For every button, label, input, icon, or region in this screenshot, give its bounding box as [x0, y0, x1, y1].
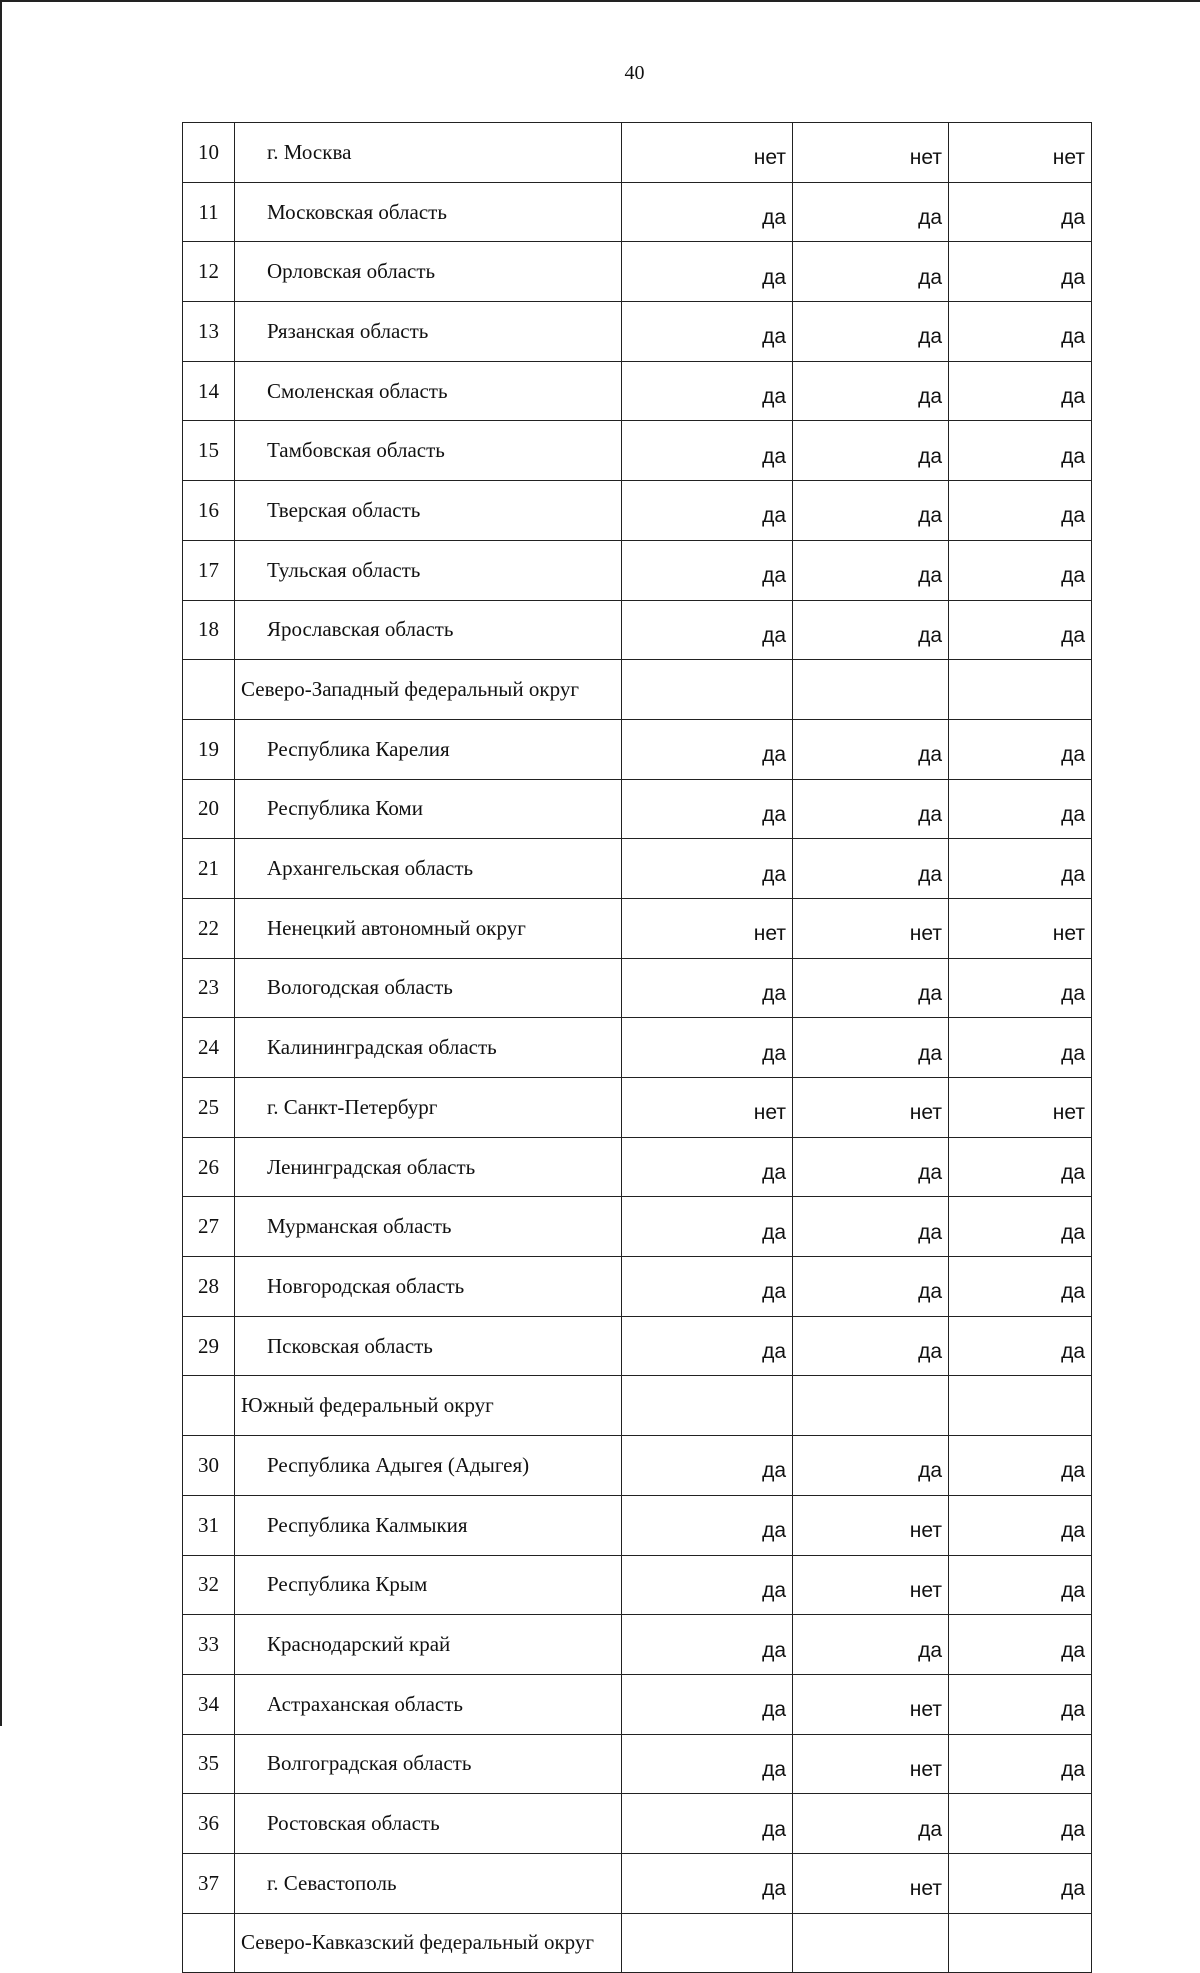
table-row [183, 1734, 1092, 1794]
table-row [183, 1495, 1092, 1555]
row-number-cell: 34 [183, 1674, 235, 1734]
value-cell-2: нет [793, 898, 949, 958]
table-row [183, 421, 1092, 481]
value-cell-3 [949, 660, 1092, 720]
value-cell-1: да [622, 958, 793, 1018]
value-cell-3: да [949, 839, 1092, 899]
value-cell-1: да [622, 839, 793, 899]
value-cell-1: нет [622, 123, 793, 183]
value-cell-3: да [949, 1615, 1092, 1675]
row-number-cell: 17 [183, 540, 235, 600]
row-number-cell: 15 [183, 421, 235, 481]
table-row [183, 481, 1092, 541]
value-cell-1: да [622, 1436, 793, 1496]
table-row [183, 898, 1092, 958]
value-cell-1: да [622, 421, 793, 481]
row-number-cell: 13 [183, 302, 235, 362]
table-row [183, 540, 1092, 600]
value-cell-2: да [793, 779, 949, 839]
table-row [183, 1436, 1092, 1496]
value-cell-3: да [949, 481, 1092, 541]
value-cell-3: да [949, 958, 1092, 1018]
value-cell-2 [793, 1913, 949, 1973]
value-cell-3: да [949, 1734, 1092, 1794]
value-cell-3: да [949, 421, 1092, 481]
table-row [183, 1615, 1092, 1675]
value-cell-3: да [949, 242, 1092, 302]
region-name-cell: Республика Крым [235, 1555, 622, 1615]
row-number-cell: 22 [183, 898, 235, 958]
table-row [183, 779, 1092, 839]
value-cell-2: да [793, 1197, 949, 1257]
row-number-cell: 25 [183, 1078, 235, 1138]
row-number-cell: 32 [183, 1555, 235, 1615]
value-cell-1: да [622, 1794, 793, 1854]
region-name-cell: Краснодарский край [235, 1615, 622, 1675]
value-cell-1: да [622, 481, 793, 541]
value-cell-1: да [622, 1615, 793, 1675]
value-cell-2: да [793, 839, 949, 899]
value-cell-1: нет [622, 1078, 793, 1138]
value-cell-3: да [949, 1555, 1092, 1615]
region-name-cell: Ростовская область [235, 1794, 622, 1854]
value-cell-2 [793, 1376, 949, 1436]
region-name-cell: Республика Калмыкия [235, 1495, 622, 1555]
value-cell-1: да [622, 1197, 793, 1257]
region-name-cell: Мурманская область [235, 1197, 622, 1257]
row-number-cell: 24 [183, 1018, 235, 1078]
value-cell-2: да [793, 1257, 949, 1317]
value-cell-2: нет [793, 1078, 949, 1138]
table-row [183, 302, 1092, 362]
region-name-cell: Московская область [235, 182, 622, 242]
region-name-cell: Вологодская область [235, 958, 622, 1018]
row-number-cell [183, 1376, 235, 1436]
value-cell-2: нет [793, 1674, 949, 1734]
row-number-cell: 16 [183, 481, 235, 541]
region-name-cell: Орловская область [235, 242, 622, 302]
value-cell-3 [949, 1913, 1092, 1973]
value-cell-2: да [793, 600, 949, 660]
region-name-cell: г. Москва [235, 123, 622, 183]
region-name-cell: Псковская область [235, 1316, 622, 1376]
value-cell-2: да [793, 302, 949, 362]
value-cell-3: да [949, 1853, 1092, 1913]
value-cell-1: да [622, 1257, 793, 1317]
row-number-cell: 21 [183, 839, 235, 899]
region-name-cell: Республика Карелия [235, 719, 622, 779]
region-name-cell: Смоленская область [235, 361, 622, 421]
value-cell-3: да [949, 719, 1092, 779]
value-cell-2: да [793, 1018, 949, 1078]
value-cell-3: да [949, 1436, 1092, 1496]
table-row [183, 242, 1092, 302]
region-name-cell: Новгородская область [235, 1257, 622, 1317]
district-row [183, 660, 1092, 720]
page-number: 40 [624, 62, 645, 84]
table-row [183, 1555, 1092, 1615]
row-number-cell: 37 [183, 1853, 235, 1913]
row-number-cell: 12 [183, 242, 235, 302]
table-body [183, 123, 1092, 1973]
region-name-cell: Архангельская область [235, 839, 622, 899]
value-cell-1: да [622, 182, 793, 242]
value-cell-1: да [622, 1137, 793, 1197]
regions-table [182, 122, 1092, 1973]
value-cell-2: да [793, 361, 949, 421]
value-cell-3: да [949, 1018, 1092, 1078]
value-cell-2: нет [793, 1555, 949, 1615]
value-cell-1: да [622, 361, 793, 421]
table-row [183, 1853, 1092, 1913]
value-cell-1: да [622, 1555, 793, 1615]
value-cell-3: да [949, 361, 1092, 421]
table-row [183, 1794, 1092, 1854]
region-name-cell: Ярославская область [235, 600, 622, 660]
value-cell-3: да [949, 1257, 1092, 1317]
row-number-cell: 28 [183, 1257, 235, 1317]
table-row [183, 1316, 1092, 1376]
value-cell-3: да [949, 1794, 1092, 1854]
table-row [183, 1674, 1092, 1734]
region-name-cell: Ленинградская область [235, 1137, 622, 1197]
value-cell-1: да [622, 540, 793, 600]
row-number-cell: 26 [183, 1137, 235, 1197]
value-cell-1: да [622, 242, 793, 302]
table-row [183, 1018, 1092, 1078]
region-name-cell: г. Санкт-Петербург [235, 1078, 622, 1138]
row-number-cell: 36 [183, 1794, 235, 1854]
value-cell-2: да [793, 719, 949, 779]
region-name-cell: Тверская область [235, 481, 622, 541]
value-cell-2: нет [793, 1734, 949, 1794]
table-row [183, 958, 1092, 1018]
value-cell-2: да [793, 182, 949, 242]
value-cell-1: да [622, 719, 793, 779]
district-row [183, 1376, 1092, 1436]
value-cell-1: да [622, 1674, 793, 1734]
table-row [183, 1137, 1092, 1197]
region-name-cell: г. Севастополь [235, 1853, 622, 1913]
value-cell-3: да [949, 1674, 1092, 1734]
region-name-cell: Тульская область [235, 540, 622, 600]
value-cell-3: да [949, 1137, 1092, 1197]
row-number-cell: 27 [183, 1197, 235, 1257]
value-cell-2: да [793, 481, 949, 541]
value-cell-3: да [949, 540, 1092, 600]
value-cell-3: да [949, 1197, 1092, 1257]
row-number-cell: 10 [183, 123, 235, 183]
value-cell-2: нет [793, 1495, 949, 1555]
region-name-cell: Волгоградская область [235, 1734, 622, 1794]
value-cell-3: да [949, 182, 1092, 242]
row-number-cell: 35 [183, 1734, 235, 1794]
value-cell-2: нет [793, 1853, 949, 1913]
region-name-cell: Тамбовская область [235, 421, 622, 481]
value-cell-3: да [949, 600, 1092, 660]
district-name-cell: Северо-Западный федеральный округ [235, 660, 622, 720]
row-number-cell: 11 [183, 182, 235, 242]
value-cell-1 [622, 1913, 793, 1973]
value-cell-1: нет [622, 898, 793, 958]
row-number-cell: 30 [183, 1436, 235, 1496]
value-cell-3 [949, 1376, 1092, 1436]
table-row [183, 1257, 1092, 1317]
row-number-cell: 23 [183, 958, 235, 1018]
value-cell-1 [622, 1376, 793, 1436]
value-cell-1: да [622, 1853, 793, 1913]
row-number-cell [183, 660, 235, 720]
value-cell-3: нет [949, 898, 1092, 958]
value-cell-1: да [622, 1495, 793, 1555]
value-cell-1: да [622, 1018, 793, 1078]
table-row [183, 1197, 1092, 1257]
value-cell-1: да [622, 1734, 793, 1794]
value-cell-3: да [949, 1316, 1092, 1376]
table-row [183, 1078, 1092, 1138]
row-number-cell: 31 [183, 1495, 235, 1555]
region-name-cell: Калининградская область [235, 1018, 622, 1078]
row-number-cell: 19 [183, 719, 235, 779]
value-cell-2: да [793, 540, 949, 600]
region-name-cell: Ненецкий автономный округ [235, 898, 622, 958]
region-name-cell: Рязанская область [235, 302, 622, 362]
table-row [183, 123, 1092, 183]
district-row [183, 1913, 1092, 1973]
value-cell-3: нет [949, 123, 1092, 183]
region-name-cell: Республика Адыгея (Адыгея) [235, 1436, 622, 1496]
value-cell-1: да [622, 600, 793, 660]
value-cell-2: да [793, 1615, 949, 1675]
row-number-cell: 33 [183, 1615, 235, 1675]
region-name-cell: Республика Коми [235, 779, 622, 839]
value-cell-1 [622, 660, 793, 720]
table-row [183, 361, 1092, 421]
value-cell-2 [793, 660, 949, 720]
value-cell-1: да [622, 302, 793, 362]
region-name-cell: Астраханская область [235, 1674, 622, 1734]
row-number-cell: 18 [183, 600, 235, 660]
table-row [183, 839, 1092, 899]
row-number-cell: 20 [183, 779, 235, 839]
value-cell-2: да [793, 1794, 949, 1854]
district-name-cell: Южный федеральный округ [235, 1376, 622, 1436]
value-cell-2: да [793, 242, 949, 302]
value-cell-3: да [949, 779, 1092, 839]
value-cell-2: да [793, 1436, 949, 1496]
table-row [183, 600, 1092, 660]
value-cell-3: нет [949, 1078, 1092, 1138]
table-row [183, 719, 1092, 779]
district-name-cell: Северо-Кавказский федеральный округ [235, 1913, 622, 1973]
value-cell-2: нет [793, 123, 949, 183]
row-number-cell: 29 [183, 1316, 235, 1376]
value-cell-3: да [949, 1495, 1092, 1555]
value-cell-2: да [793, 1316, 949, 1376]
row-number-cell [183, 1913, 235, 1973]
table-row [183, 182, 1092, 242]
row-number-cell: 14 [183, 361, 235, 421]
value-cell-3: да [949, 302, 1092, 362]
value-cell-1: да [622, 779, 793, 839]
value-cell-2: да [793, 958, 949, 1018]
value-cell-2: да [793, 421, 949, 481]
value-cell-2: да [793, 1137, 949, 1197]
value-cell-1: да [622, 1316, 793, 1376]
